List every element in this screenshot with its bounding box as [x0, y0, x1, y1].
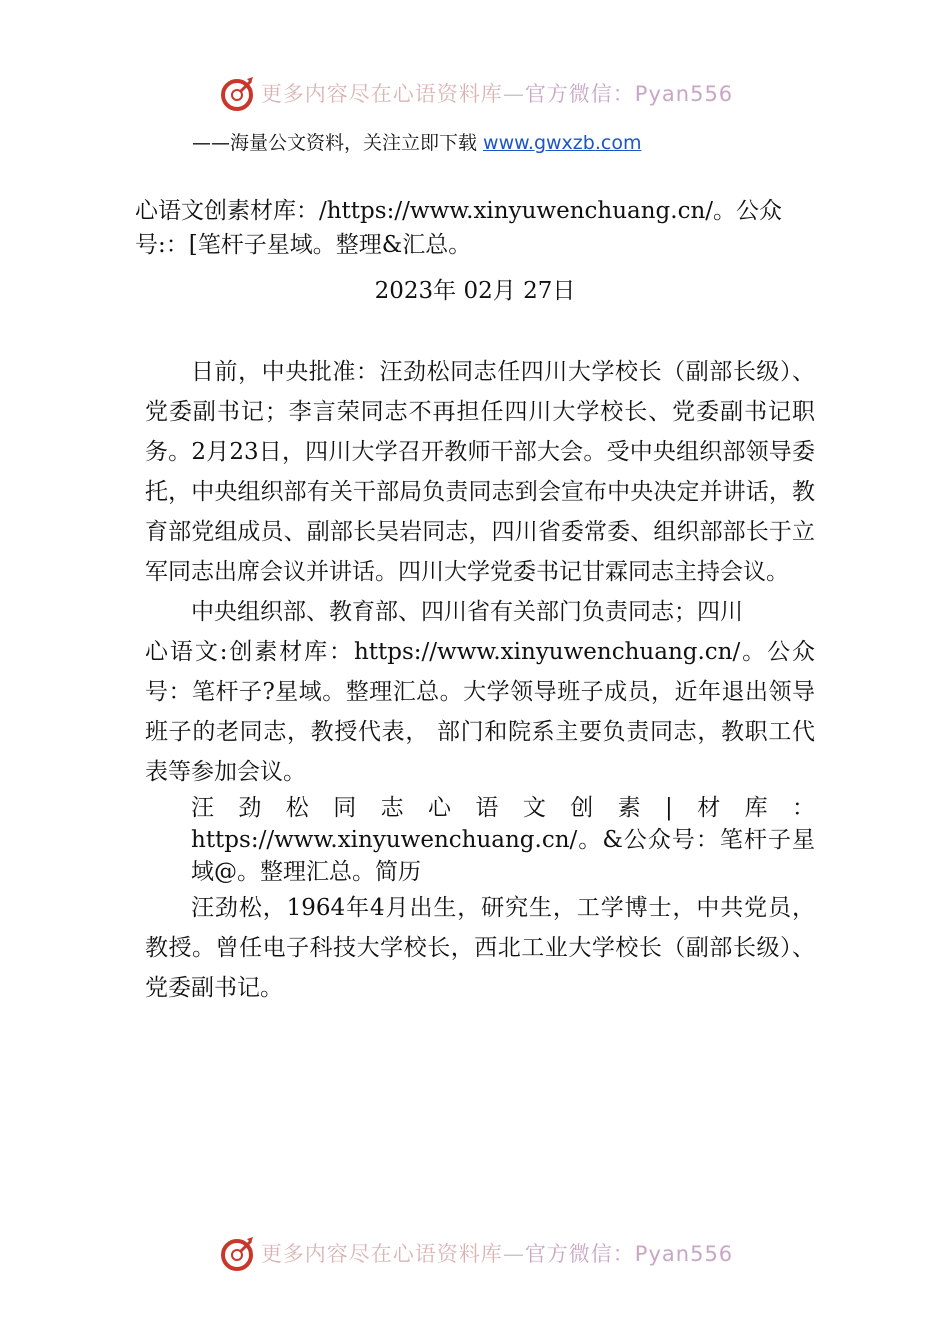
header-tagline — [192, 128, 641, 155]
footer-logo-icon — [217, 1233, 257, 1273]
resume-heading: 汪劲松同志心语文创素|材库：https://www.xinyuwenchuang.cn/。&公众号：笔杆子星域@。整理汇总。简历 — [191, 795, 815, 885]
footer-brand-banner — [0, 1228, 950, 1278]
document-body — [135, 352, 815, 1008]
document-date: 2023年 02月 27日 — [374, 278, 576, 304]
paragraph-appointment: 日前，中央批准：汪劲松同志任四川大学校长（副部长级）、党委副书记；李言荣同志不再担任四川大学校长、党委副书记职务。2月23日，四川大学召开教师干部大会。受中央组织部领导委托，中央组织部有关干部局负责同志到会宣布中央决定并讲话，教育部党组成员、副部长吴岩同志，四川省委常委、组织部部长于立军同志出席会议并讲话。四川大学党委书记甘霖同志主持会议。 — [145, 359, 815, 585]
logo-icon — [217, 73, 257, 113]
document-content — [135, 194, 815, 1008]
header-brand-text — [261, 78, 733, 108]
header-brand-banner — [0, 68, 950, 118]
paragraph-bio: 汪劲松，1964年4月出生，研究生，工学博士，中共党员，教授。曾任电子科技大学校长，西北工业大学校长（副部长级）、党委副书记。 — [145, 895, 815, 1001]
tagline-text: ——海量公文资料，关注立即下载 — [192, 132, 484, 154]
source-line: 心语文创素材库：/https://www.xinyuwenchuang.cn/。公众号:：[笔杆子星域。整理&汇总。 — [135, 198, 783, 258]
paragraph-attendees-continued: 心语文:创素材库：https://www.xinyuwenchuang.cn/。公众号：笔杆子?星域。整理汇总。大学领导班子成员，近年退出领导班子的老同志，教授代表， 部门和院系主要负责同志，教职工代表等参加会议。 — [145, 639, 815, 785]
paragraph-attendees: 中央组织部、教育部、四川省有关部门负责同志；四川 — [191, 599, 743, 625]
tagline-link[interactable]: www.gwxzb.com — [483, 132, 642, 154]
header-brand-wechat: 官方微信：Pyan556 — [524, 82, 734, 106]
footer-brand-main: 更多内容尽在心语资料库 — [260, 1242, 503, 1266]
footer-brand-text — [261, 1238, 733, 1268]
header-brand-separator: — — [502, 82, 525, 106]
header-brand-main: 更多内容尽在心语资料库 — [260, 82, 503, 106]
footer-brand-wechat: 官方微信：Pyan556 — [524, 1242, 734, 1266]
footer-brand-separator: — — [502, 1242, 525, 1266]
